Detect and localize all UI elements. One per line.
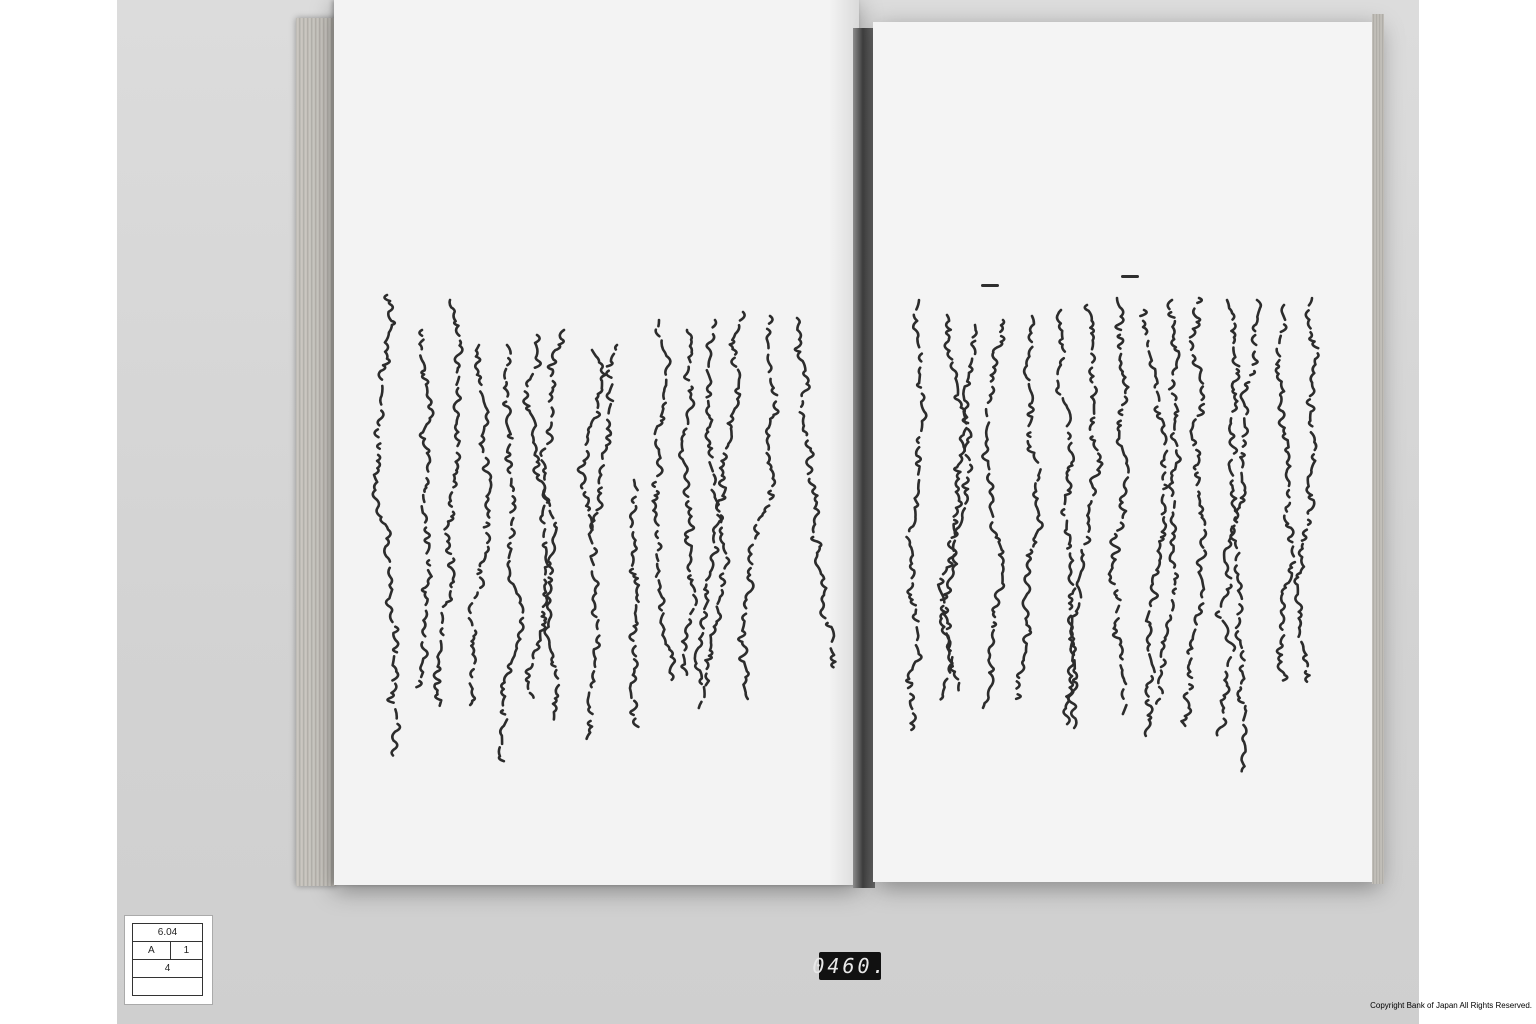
handwritten-column [1216, 300, 1239, 739]
reference-code: 6.04 [133, 924, 203, 942]
handwritten-column [795, 318, 835, 673]
reference-volume: 1 [170, 942, 202, 960]
handwritten-column [630, 480, 639, 727]
handwritten-column [1140, 310, 1167, 736]
handwritten-column [434, 300, 462, 706]
handwritten-column [499, 345, 524, 761]
handwritten-column [1156, 300, 1180, 704]
handwritten-column [469, 345, 491, 705]
handwritten-column [738, 316, 778, 705]
handwritten-column [705, 312, 744, 685]
handwritten-column [653, 320, 675, 680]
handwritten-column [1276, 305, 1295, 680]
handwritten-column [906, 300, 926, 734]
handwritten-column [679, 330, 696, 675]
handwritten-column [1109, 298, 1129, 719]
scanned-book-photo [117, 0, 1419, 1024]
handwritten-column [416, 330, 433, 687]
frame-counter: 0460. [812, 954, 888, 978]
handwritten-column [1181, 298, 1205, 726]
handwritten-column [373, 295, 400, 755]
column-mark [981, 284, 999, 287]
handwritten-column [1064, 305, 1103, 724]
handwritten-script [117, 0, 1419, 1024]
copyright-notice: Copyright Bank of Japan All Rights Reserved. [1370, 1001, 1532, 1010]
handwritten-column [940, 315, 972, 690]
handwritten-column [1056, 310, 1077, 728]
handwritten-column [1014, 316, 1043, 705]
handwritten-column [541, 330, 564, 723]
handwritten-column [1231, 300, 1261, 771]
reference-item: 4 [133, 960, 203, 978]
handwritten-column [578, 350, 606, 745]
archive-reference-label [124, 915, 213, 1005]
handwritten-column [1295, 298, 1319, 682]
column-mark [1121, 275, 1139, 278]
handwritten-column [982, 320, 1004, 708]
reference-series: A [133, 942, 171, 960]
